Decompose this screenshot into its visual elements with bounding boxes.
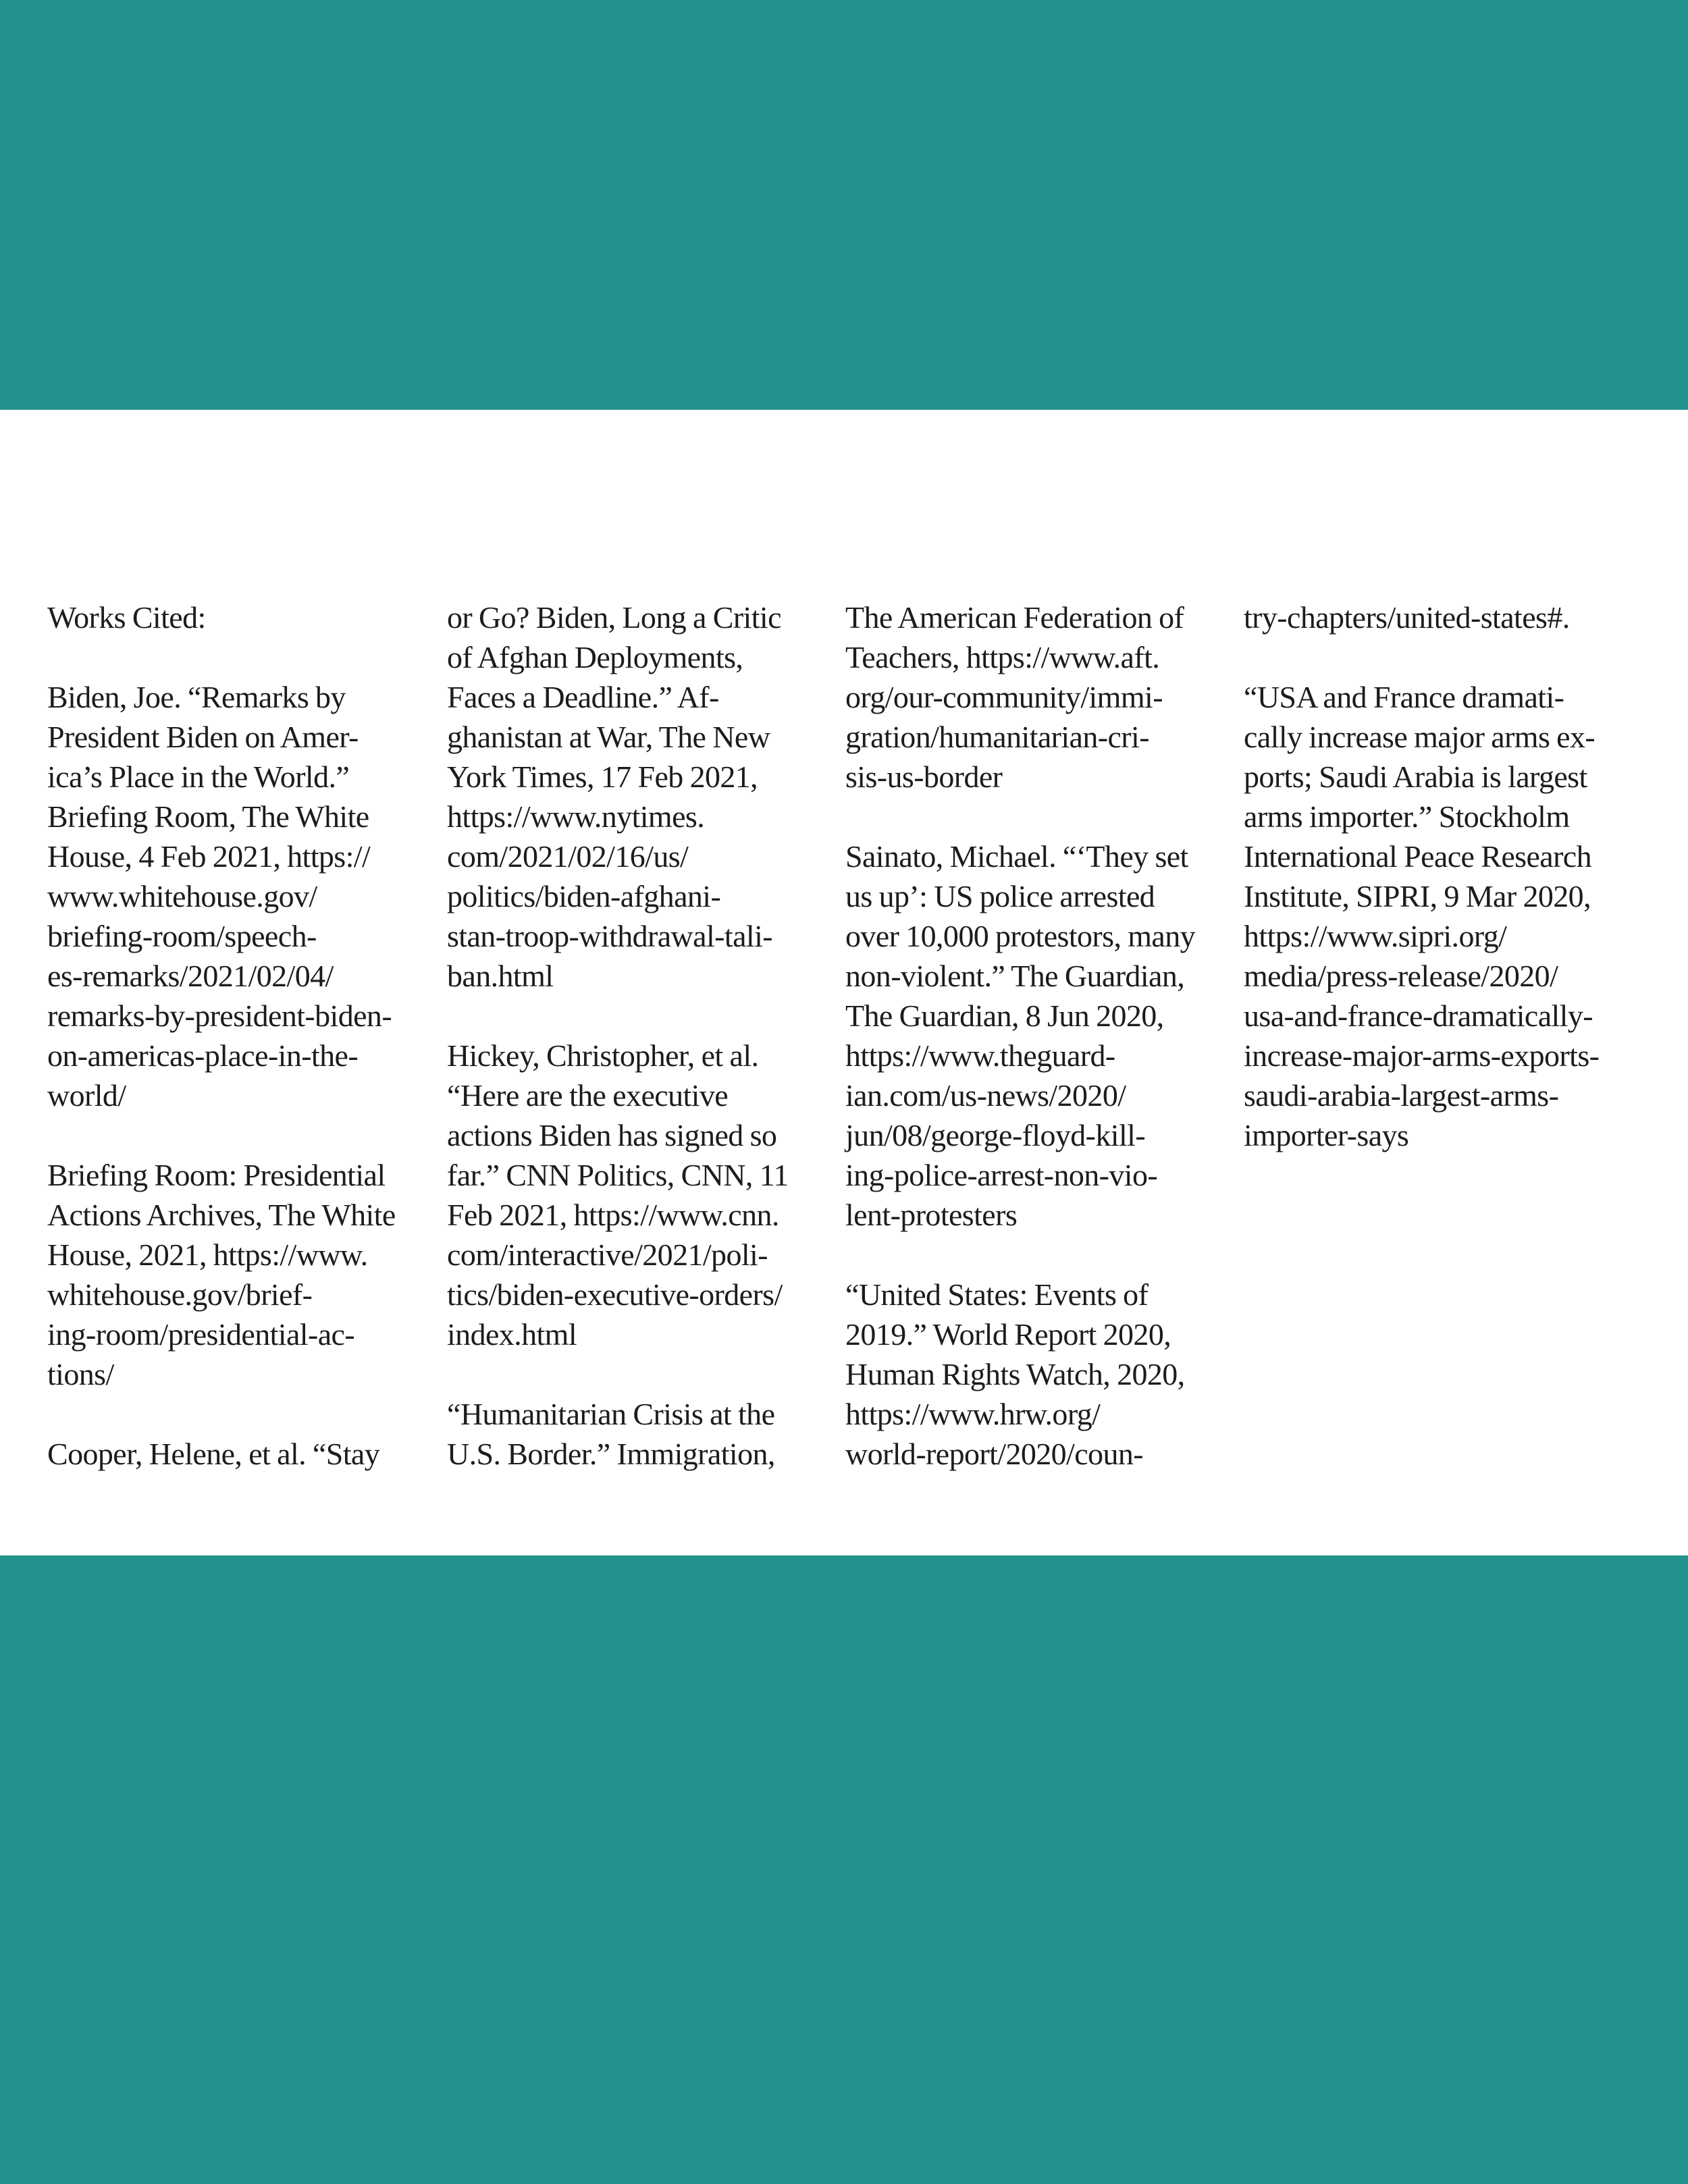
citation-line: whitehouse.gov/brief- [47, 1277, 313, 1312]
citation-line: us up’: US police arrested [845, 879, 1155, 913]
citation-line: “USA and France dramati- [1244, 680, 1564, 714]
citation-line: ban.html [447, 959, 554, 993]
citation-line: org/our-community/immi- [845, 680, 1163, 714]
citation-entry [447, 597, 825, 996]
citation-line: https://www.nytimes. [447, 799, 705, 834]
citation-line: sis-us-border [845, 760, 1003, 794]
citation-line: arms importer.” Stockholm [1244, 799, 1570, 834]
citation-entry [447, 1394, 825, 1474]
citation-entry [47, 1155, 425, 1394]
citation-line: saudi-arabia-largest-arms- [1244, 1078, 1559, 1113]
citation-line: world/ [47, 1078, 126, 1113]
bottom-color-band [0, 1555, 1688, 2184]
entry-gap [47, 637, 425, 677]
column-1 [47, 597, 425, 1474]
citation-line: House, 4 Feb 2021, https:// [47, 839, 371, 874]
citation-line: ian.com/us-news/2020/ [845, 1078, 1126, 1113]
citation-entry [1244, 597, 1622, 637]
entry-gap [47, 1115, 425, 1155]
citation-entry [447, 1036, 825, 1354]
citation-line: com/interactive/2021/poli- [447, 1237, 768, 1272]
citation-line: on-americas-place-in-the- [47, 1038, 359, 1073]
citation-line: ing-police-arrest-non-vio- [845, 1158, 1158, 1192]
citation-line: York Times, 17 Feb 2021, [447, 760, 758, 794]
citation-line: ing-room/presidential-ac- [47, 1317, 355, 1352]
citation-line: importer-says [1244, 1118, 1409, 1152]
citation-line: Briefing Room, The White [47, 799, 369, 834]
citation-line: Briefing Room: Presidential [47, 1158, 386, 1192]
citation-line: usa-and-france-dramatically- [1244, 998, 1593, 1033]
citation-line: index.html [447, 1317, 577, 1352]
top-color-band [0, 0, 1688, 410]
citation-line: The American Federation of [845, 600, 1184, 635]
citation-line: far.” CNN Politics, CNN, 11 [447, 1158, 789, 1192]
citation-line: ports; Saudi Arabia is largest [1244, 760, 1587, 794]
citation-line: briefing-room/speech- [47, 919, 317, 953]
citation-line: try-chapters/united-states#. [1244, 600, 1570, 635]
citation-line: www.whitehouse.gov/ [47, 879, 317, 913]
citation-line: House, 2021, https://www. [47, 1237, 368, 1272]
citation-line: International Peace Research [1244, 839, 1592, 874]
citation-line: U.S. Border.” Immigration, [447, 1437, 775, 1471]
citation-entry [1244, 677, 1622, 1155]
citation-line: politics/biden-afghani- [447, 879, 721, 913]
citation-line: of Afghan Deployments, [447, 640, 743, 674]
citation-line: “Here are the executive [447, 1078, 729, 1113]
citation-line: https://www.hrw.org/ [845, 1397, 1101, 1431]
citation-line: “United States: Events of [845, 1277, 1149, 1312]
column-4 [1244, 597, 1622, 1155]
citation-entry [47, 1434, 425, 1474]
citation-entry [845, 597, 1223, 797]
citation-line: media/press-release/2020/ [1244, 959, 1558, 993]
citation-line: Works Cited: [47, 600, 206, 635]
citation-line: Human Rights Watch, 2020, [845, 1357, 1185, 1391]
entry-gap [447, 996, 825, 1036]
citation-line: 2019.” World Report 2020, [845, 1317, 1171, 1352]
citation-line: actions Biden has signed so [447, 1118, 777, 1152]
citation-line: President Biden on Amer- [47, 720, 359, 754]
citation-line: world-report/2020/coun- [845, 1437, 1143, 1471]
citation-line: Feb 2021, https://www.cnn. [447, 1198, 779, 1232]
citation-line: https://www.theguard- [845, 1038, 1115, 1073]
citation-line: Biden, Joe. “Remarks by [47, 680, 346, 714]
citation-line: Hickey, Christopher, et al. [447, 1038, 759, 1073]
citation-line: increase-major-arms-exports- [1244, 1038, 1600, 1073]
citation-line: cally increase major arms ex- [1244, 720, 1595, 754]
citation-line: es-remarks/2021/02/04/ [47, 959, 334, 993]
citation-line: lent-protesters [845, 1198, 1018, 1232]
column-3 [845, 597, 1223, 1474]
citation-line: tions/ [47, 1357, 114, 1391]
citation-line: “Humanitarian Crisis at the [447, 1397, 775, 1431]
citation-line: Cooper, Helene, et al. “Stay [47, 1437, 380, 1471]
citation-line: jun/08/george-floyd-kill- [845, 1118, 1146, 1152]
citation-line: remarks-by-president-biden- [47, 998, 392, 1033]
citation-line: Institute, SIPRI, 9 Mar 2020, [1244, 879, 1591, 913]
citation-entry [845, 836, 1223, 1235]
entry-gap [47, 1394, 425, 1434]
entry-gap [845, 1235, 1223, 1275]
citation-line: gration/humanitarian-cri- [845, 720, 1149, 754]
citation-line: over 10,000 protestors, many [845, 919, 1196, 953]
citation-entry [47, 677, 425, 1115]
citation-line: non-violent.” The Guardian, [845, 959, 1185, 993]
citation-line: ica’s Place in the World.” [47, 760, 350, 794]
entry-gap [1244, 637, 1622, 677]
entry-gap [447, 1354, 825, 1394]
works-cited-section [0, 597, 1688, 1516]
column-2 [447, 597, 825, 1474]
citation-line: Faces a Deadline.” Af- [447, 680, 719, 714]
citation-line: or Go? Biden, Long a Critic [447, 600, 781, 635]
entry-gap [845, 797, 1223, 836]
citation-line: stan-troop-withdrawal-tali- [447, 919, 772, 953]
citation-line: Sainato, Michael. “‘They set [845, 839, 1188, 874]
citation-entry [47, 597, 425, 637]
citation-line: https://www.sipri.org/ [1244, 919, 1507, 953]
citation-line: ghanistan at War, The New [447, 720, 770, 754]
citation-entry [845, 1275, 1223, 1474]
citation-line: Teachers, https://www.aft. [845, 640, 1160, 674]
citation-line: The Guardian, 8 Jun 2020, [845, 998, 1164, 1033]
citation-line: tics/biden-executive-orders/ [447, 1277, 783, 1312]
citation-line: com/2021/02/16/us/ [447, 839, 689, 874]
citation-line: Actions Archives, The White [47, 1198, 396, 1232]
